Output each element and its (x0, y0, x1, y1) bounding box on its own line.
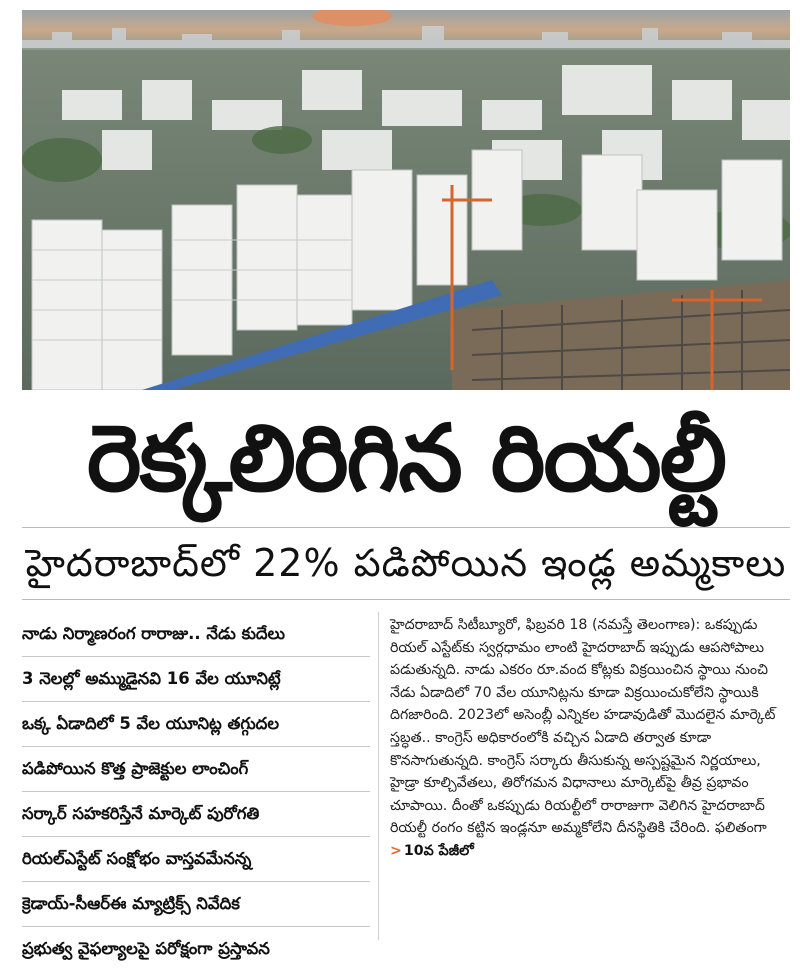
highlight-item: పడిపోయిన కొత్త ప్రాజెక్టుల లాంచింగ్ (22, 747, 370, 792)
highlight-item: ఒక్క ఏడాదిలో 5 వేల యూనిట్ల తగ్గుదల (22, 702, 370, 747)
headline-divider (22, 527, 790, 528)
continued-on-page[interactable] (390, 843, 474, 859)
article-body (390, 614, 790, 863)
highlight-item: నాడు నిర్మాణరంగ రారాజు.. నేడు కుదేలు (22, 612, 370, 657)
highlight-item: క్రెడాయ్-సీఆర్‌ఈ మ్యాట్రిక్స్ నివేదిక (22, 882, 370, 927)
continued-label: 10వ పేజీలో (403, 842, 474, 859)
column-divider (378, 612, 379, 940)
highlight-item: 3 నెలల్లో అమ్ముడైనవి 16 వేల యూనిట్లే (22, 657, 370, 702)
subheadline-divider (22, 599, 790, 600)
highlight-item: రియల్‌ఎస్టేట్ సంక్షోభం వాస్తవమేనన్న (22, 837, 370, 882)
highlight-item: సర్కార్ సహకరిస్తేనే మార్కెట్ పురోగతి (22, 792, 370, 837)
headline: రెక్కలిరిగిన రియల్టీ (86, 405, 726, 512)
highlight-item: ప్రభుత్వ వైఫల్యాలపై పరోక్షంగా ప్రస్తావన (22, 939, 270, 958)
highlights-list (22, 612, 370, 971)
chevron-right-icon: > (390, 842, 402, 859)
article-text: హైదరాబాద్ సిటీబ్యూరో, ఫిబ్రవరి 18 (నమస్తే తెలంగాణ): ఒకప్పుడు రియల్ ఎస్టేట్‌కు స్వర్గధామం లాంటి హైదరాబాద్ ఇప్పుడు ఆపసోపాలు పడుతున్నది. నాడు ఎకరం రూ.వంద కోట్లకు విక్రయించిన స్థాయి నుంచి నేడు ఏడాదిలో 70 వేల యూనిట్లను కూడా విక్రయించుకోలేని స్థాయికి దిగజారింది. 2023లో అసెంబ్లీ ఎన్నికల హడావుడితో మొదలైన మార్కెట్ స్తబ్ధత.. కాంగ్రెస్ అధికారంలోకి వచ్చిన ఏడాది తర్వాత కూడా కొనసాగుతున్నది. కాంగ్రెస్ సర్కారు తీసుకున్న అస్పష్టమైన నిర్ణయాలు, హైడ్రా కూల్చివేతలు, తిరోగమన విధానాలు మార్కెట్‌పై తీవ్ర ప్రభావం చూపాయి. దీంతో ఒకప్పుడు రియల్టీలో రారాజుగా వెలిగిన హైదరాబాద్ రియల్టీ రంగం కట్టిన ఇండ్లనూ అమ్మకోలేని దీనస్థితికి చేరింది. ఫలితంగా (390, 617, 776, 837)
cityscape-photo (22, 10, 790, 390)
subheadline: హైదరాబాద్‌లో 22% పడిపోయిన ఇండ్ల అమ్మకాలు (25, 541, 787, 585)
